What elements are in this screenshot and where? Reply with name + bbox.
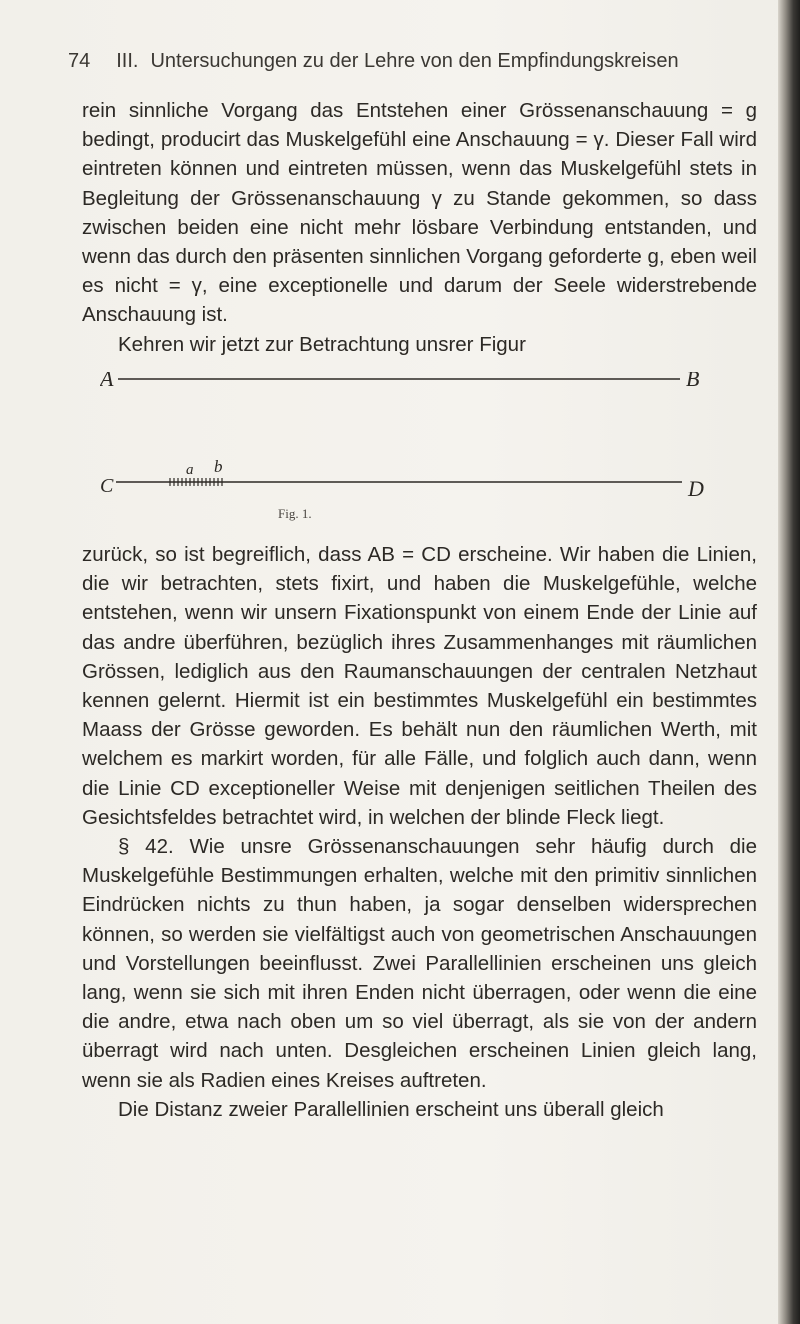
- page-number: 74: [68, 50, 91, 72]
- running-header: [68, 50, 768, 73]
- paragraph: Die Distanz zweier Parallellinien erscheint uns überall gleich: [118, 1097, 664, 1121]
- label-A: A: [100, 372, 114, 391]
- page-binding-edge: [778, 0, 800, 1324]
- paragraph: zurück, so ist begreiflich, dass AB = CD erscheine. Wir haben die Linien, die wir betrachten, stets fixirt, und haben die Muskelgefühle, welche entstehen, wenn wir unsern Fixationspunkt von einem Ende der Linie auf das andre überführen, bezüglich ihres Zusammenhanges mit räumlichen Grössen, lediglich aus den Raumanschauungen der centralen Netzhaut kennen gelernt. Hiermit ist ein bestimmtes Muskelgefühl ein bestimmtes Maass der Grösse geworden. Es behält nun den räumlichen Werth, mit welchem es markirt worden, für alle Fälle, und folglich auch dann, wenn die Linie CD exceptioneller Weise mit denjenigen seitlichen Theilen des Gesichtsfeldes betrachtet wird, in welchen der blinde Fleck liegt.: [82, 543, 757, 829]
- label-a: a: [186, 462, 194, 478]
- label-D: D: [688, 476, 704, 501]
- chapter-number: III.: [116, 50, 139, 72]
- label-C: C: [100, 475, 114, 497]
- paragraph: Kehren wir jetzt zur Betrachtung unsrer Figur: [118, 332, 526, 356]
- text-block-bottom: [82, 540, 757, 1124]
- paragraph: rein sinnliche Vorgang das Entstehen einer Grössenanschauung = g bedingt, producirt das Muskelgefühl eine Anschauung = γ. Dieser Fall wird eintreten können und eintreten müssen, wenn das Muskelgefühl stets in Begleitung der Grössenanschauung γ zu Stande gekommen, so dass zwischen beiden eine nicht mehr lösbare Verbindung entstanden, und wenn das durch den präsenten sinnlichen Vorgang geforderte g, eben weil es nicht = γ, eine exceptionelle und darum der Seele widerstrebende Anschauung ist.: [82, 99, 757, 327]
- chapter-title: Untersuchungen zu der Lehre von den Empfindungskreisen: [150, 50, 679, 72]
- figure-caption: Fig. 1.: [278, 506, 312, 521]
- text-block-top: [82, 96, 757, 359]
- label-b: b: [214, 457, 223, 476]
- paragraph: § 42. Wie unsre Grössenanschauungen sehr häufig durch die Muskelgefühle Bestimmungen erhalten, welche mit den primitiv sinnlichen Eindrücken nichts zu thun haben, ja sogar denselben widersprechen können, so werden sie vielfältigst auch von geometrischen Anschauungen und Vorstellungen beeinflusst. Zwei Parallellinien erscheinen uns gleich lang, wenn sie sich mit ihren Enden nicht überragen, oder wenn die eine die andre, etwa nach oben um so viel überragt, als sie von der andern überragt wird nach unten. Desgleichen erscheinen Linien gleich lang, wenn sie als Radien eines Kreises auftreten.: [82, 835, 757, 1092]
- label-B: B: [686, 372, 700, 391]
- figure-lines: [100, 372, 760, 532]
